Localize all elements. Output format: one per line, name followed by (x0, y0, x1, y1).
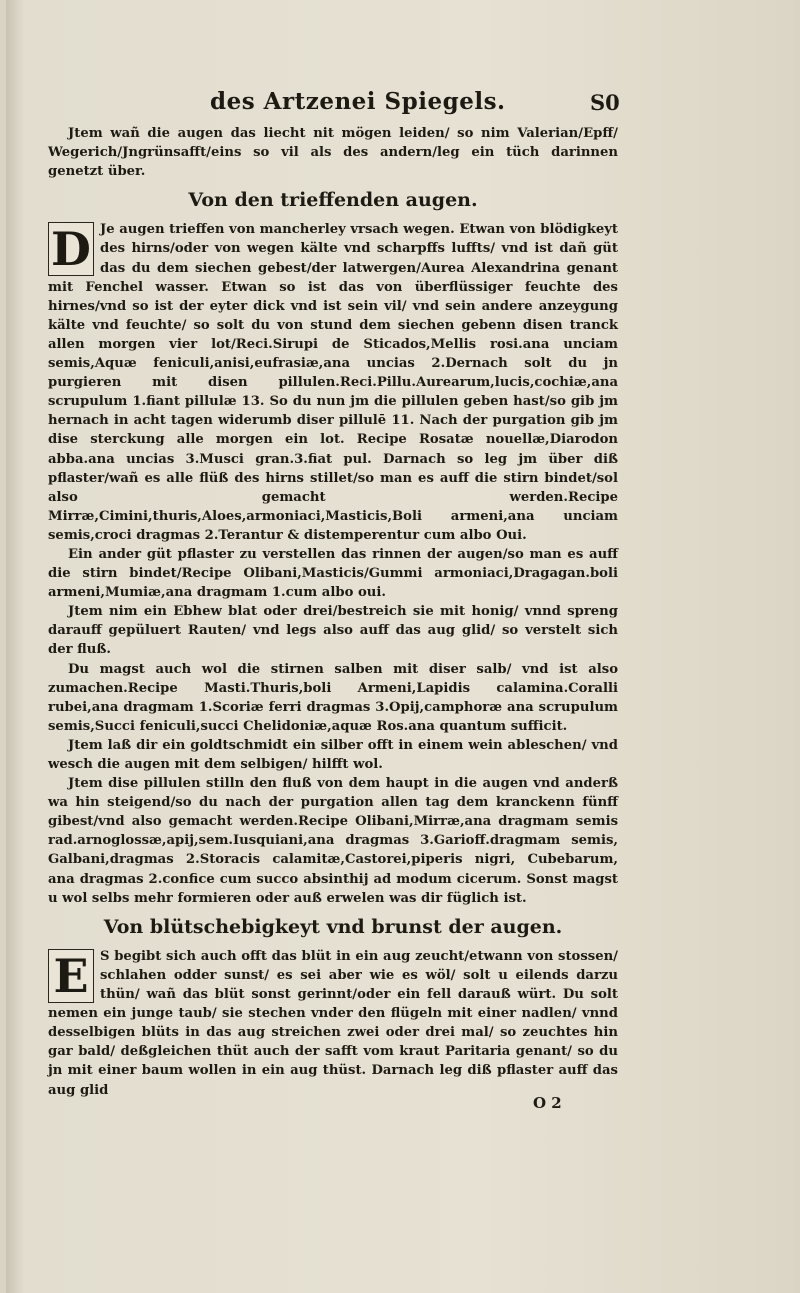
paragraph-pills: Jtem dise pillulen stilln den fluß von dem haupt in die augen vnd anderß wa hin steigend/so du nach der purgation allen tag dem kranckenn fünff gibest/vnd also gemacht werden.Recipe Olibani,Mirræ,ana dragmam semis rad.arnoglossæ,apij,sem.Iusquiani,ana dragmas 3.Garioff.dragmam semis, Galbani,dragmas 2.Storacis calamitæ,Castorei,piperis nigri, Cubebarum, ana dragmas 2.confice cum succo absinthij ad modum cicerum. Sonst magst u wol selbs mehr formieren oder auß erwelen was dir füglich ist. (48, 776, 618, 906)
heading-bloodshot-eyes: Von blütschebigkeyt vnd brunst der augen. (103, 915, 563, 938)
drop-cap-initial: E (48, 949, 94, 1003)
signature-mark: O 2 (533, 1094, 562, 1112)
paragraph-plaster: Ein ander güt pflaster zu verstellen das rinnen der augen/so man es auff die stirn bindet/Recipe Olibani,Masticis/Gummi armoniaci,Dragagan.boli armeni,Mumiæ,ana dragmam 1.cum albo oui. (48, 546, 618, 601)
running-title: des Artzenei Spiegels. (210, 88, 506, 115)
paragraph-eye-light: Jtem wañ die augen das liecht nit mögen leiden/ so nim Valerian/Epff/ Wegerich/Jngrünsafft/eins so vil als des andern/leg ein tüch darinnen genetzt über. (48, 126, 618, 180)
folio-number: S0 (590, 90, 620, 115)
heading-watery-eyes: Von den trieffenden augen. (188, 189, 478, 212)
page-header (0, 88, 800, 122)
drop-cap-initial: D (48, 222, 94, 276)
paragraph-watery-eyes-text: Je augen trieffen von mancherley vrsach wegen. Etwan von blödigkeyt des hirns/oder von wegen kälte vnd scharpffs luffts/ vnd ist dañ güt das du dem siechen gebest/der latwergen/Aurea Alexandrina genant mit Fenchel wasser. Etwan so ist das von überflüssiger feuchte des hirnes/vnd so ist der eyter dick vnd ist sein vil/ vnd sein andere anzeygung kälte vnd feuchte/ so solt du von stund dem siechen gebenn disen tranck allen morgen vier lot/Reci.Sirupi de Sticados,Mellis rosi.ana unciam semis,Aquæ feniculi,anisi,eufrasiæ,ana uncias 2.Dernach solt du jn purgieren mit disen pillulen.Reci.Pillu.Aurearum,lucis,cochiæ,ana scrupulum 1.fiant pillulæ 13. So du nun jm die pillulen geben hast/so gib jm hernach in acht tagen widerumb diser pillulē 11. Nach der purgation gib jm dise sterckung alle morgen ein lot. Recipe Rosatæ nouellæ,Diarodon abba.ana uncias 3.Musci gran.3.fiat pul. Darnach so leg jm über diß pflaster/wañ es alle flüß des hirns stillet/so man es auff die stirn bindet/sol also gemacht werden.Recipe Mirræ,Cimini,thuris,Aloes,armoniaci,Masticis,Boli armeni,ana unciam semis,croci dragmas 2.Terantur & distemperentur cum albo Oui. (48, 222, 618, 543)
text-column (48, 124, 618, 1100)
paragraph-bloodshot-eyes (48, 947, 618, 1100)
paragraph-salve: Du magst auch wol die stirnen salben mit diser salb/ vnd ist also zumachen.Recipe Masti.Thuris,boli Armeni,Lapidis calamina.Coralli rubei,ana dragmam 1.Scoriæ ferri dragmas 3.Opij,camphoræ ana scrupulum semis,Succi feniculi,succi Chelidoniæ,aquæ Ros.ana quantum sufficit. (48, 661, 618, 734)
paragraph-watery-eyes (48, 220, 618, 545)
paragraph-silver-wine: Jtem laß dir ein goldtschmidt ein silber offt in einem wein ableschen/ vnd wesch die augen mit dem selbigen/ hilfft wol. (48, 737, 618, 772)
paragraph-bloodshot-eyes-text: S begibt sich auch offt das blüt in ein aug zeucht/etwann von stossen/ schlahen odder sunst/ es sei aber wie es wöl/ solt u eilends darzu thün/ wañ das blüt sonst gerinnt/oder ein fell darauß würt. Du solt nemen ein junge taub/ sie stechen vnder den flügeln mit einer nadlen/ vnnd desselbigen blüts in das aug streichen zwei oder drei mal/ so zeuchtes hin gar bald/ deßgleichen thüt auch der safft vom kraut Paritaria genant/ so du jn mit einer baum wollen in ein aug thüst. Darnach leg diß pflaster auff das aug glid (48, 948, 618, 1098)
paragraph-ivy-leaf: Jtem nim ein Ebhew blat oder drei/bestreich sie mit honig/ vnnd spreng darauff gepüluert Rauten/ vnd legs also auff das aug glid/ so verstelt sich der fluß. (48, 604, 618, 658)
